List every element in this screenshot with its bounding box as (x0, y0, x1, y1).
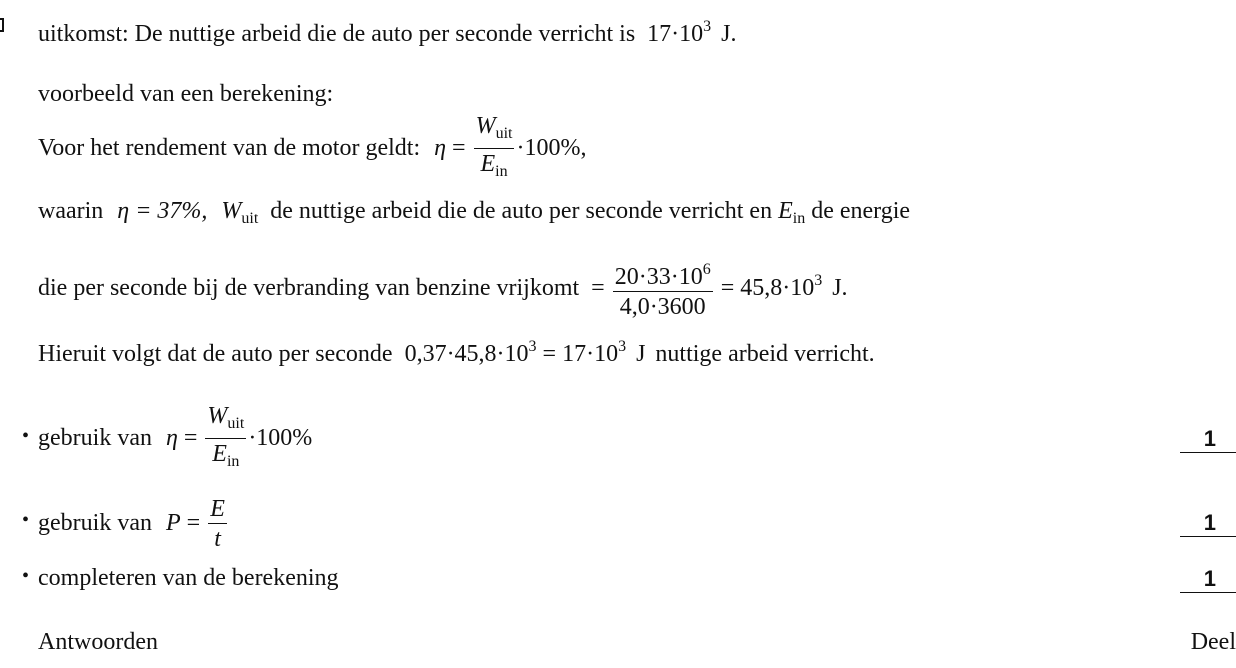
score-3: 1 (1180, 566, 1236, 593)
score-2: 1 (1180, 510, 1236, 537)
score-1: 1 (1180, 426, 1236, 453)
criterion-2: gebruik van P = $\frac{E}{t}$ (38, 495, 225, 552)
release-fraction: $\frac{20\cdot 33\cdot 10^6}{4,0\cdot 3600}$ (613, 256, 713, 322)
bullet: • (22, 425, 30, 447)
example-heading: voorbeeld van een berekening: (38, 81, 334, 107)
footer-left: Antwoorden (38, 629, 158, 655)
conclusion-line: Hieruit volgt dat de auto per seconde $0,37\cdot 45,8\cdot 10^3 = 17\cdot 10^3$ J nuttige arbeid verricht. (38, 338, 875, 367)
efficiency-line: Voor het rendement van de motor geldt: η = $\frac{W_{uit}}{E_{in}}$ ·100%, (38, 112, 586, 187)
efficiency-fraction: $\frac{W_{uit}}{E_{in}}$ (475, 113, 513, 180)
footer-right: Deel (1190, 629, 1236, 655)
bullet: • (22, 565, 30, 587)
release-line: die per seconde bij de verbranding van benzine vrijkomt = $\frac{20\cdot 33\cdot 10^6}{4,0\cdot 3600}$ = $45,8\cdot 10^3$ J. (38, 245, 848, 324)
where-line: waarin η = 37%, $W_{uit}$ de nuttige arbeid die de auto per seconde verricht en $E_{in}$ de energie (38, 198, 911, 227)
checkbox-icon (0, 18, 4, 32)
criterion-1-fraction: $\frac{W_{uit}}{E_{in}}$ (207, 403, 245, 470)
bullet: • (22, 509, 30, 531)
criterion-3: completeren van de berekening (38, 565, 339, 591)
result-line: uitkomst: De nuttige arbeid die de auto per seconde verricht is $17\cdot 10^3$ J. (38, 18, 737, 47)
criterion-1: gebruik van η = $\frac{W_{uit}}{E_{in}}$ ·100% (38, 402, 312, 477)
criterion-2-fraction: $\frac{E}{t}$ (210, 495, 225, 552)
